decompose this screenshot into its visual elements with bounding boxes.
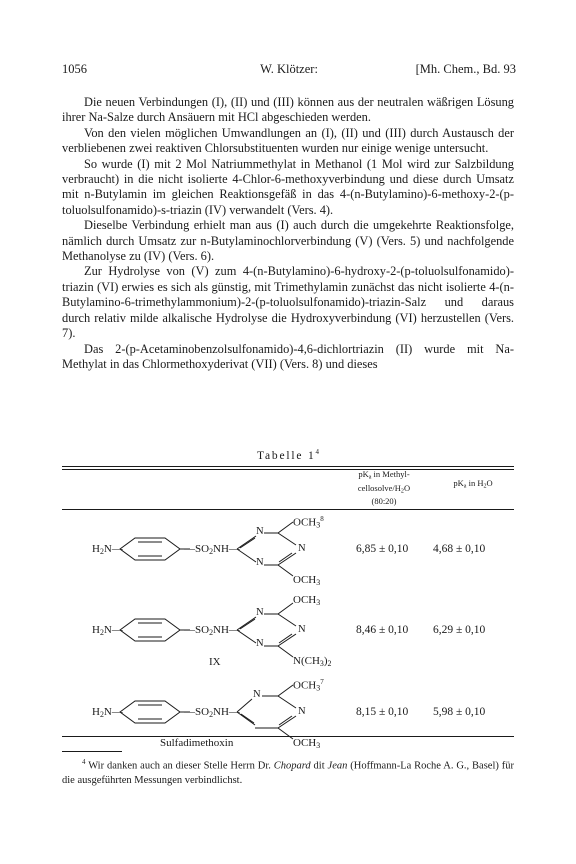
footnote-mark: 4	[82, 758, 86, 766]
ring-nitrogen-label: N	[298, 543, 306, 554]
pka-methylcellosolve-value: 8,46 ± 0,10	[356, 624, 409, 636]
benzene-ring	[120, 619, 180, 641]
triazine-bond	[278, 553, 296, 565]
sulfonamide-link-label: $—SO_2NH—$	[184, 706, 240, 719]
pyrimidine-bond	[241, 714, 254, 723]
ring-nitrogen-label: N	[256, 638, 264, 649]
triazine-bond	[278, 634, 296, 646]
dimethylamino-group-label: $N(CH_3)_2$	[293, 655, 332, 668]
column-header-pka-methylcellosolve: $pK_a$ in Methyl- cellosolve/$H_2O$ (80:20)	[357, 469, 411, 507]
ring-nitrogen-label: N	[256, 526, 264, 537]
amino-group-label: $H_2N—$	[92, 543, 123, 556]
paragraph: So wurde (I) mit 2 Mol Natriummethylat in Methanol (1 Mol wird zur Salzbildung verbraucht) in die nicht isolierte 4-Chlor-6-methoxyverbindung und diese durch Umsatz mit n-Butylamin im gleichen Reaktionsgefäß in das 4-(n-Butylamino)-6-methoxy-2-(p-toluolsulfonamido)-s-triazin (IV) verwandelt (Vers. 4).	[62, 156, 514, 217]
benzene-ring	[120, 538, 180, 560]
benzene-ring	[120, 701, 180, 723]
table-header-rule	[62, 509, 514, 510]
paragraph: Das 2-(p-Acetaminobenzolsulfonamido)-4,6-dichlortriazin (II) wurde mit Na-Methylat in das Chlormethoxyderivat (VII) (Vers. 8) und dieses	[62, 341, 514, 371]
pyrimidine-bond	[279, 716, 292, 725]
triazine-bond	[240, 619, 255, 629]
ring-nitrogen-label: N	[256, 557, 264, 568]
triazine-bond	[240, 538, 255, 548]
body-text	[62, 95, 514, 372]
ring-nitrogen-label: N	[298, 706, 306, 717]
paragraph: Zur Hydrolyse von (V) zum 4-(n-Butylamino)-6-hydroxy-2-(p-toluolsulfonamido)-triazin (VI) erwies es sich als günstig, mit Trimethylamin zunächst das nicht isolierte 4-(n-Butylamino-6-trimethylammonium)-2-(p-toluolsulfonamido)-triazin-Salz und daraus durch relativ milde alkalische Hydrolyse die Hydroxyverbindung (VI) herzustellen (Vers. 7).	[62, 264, 514, 341]
amino-group-label: $H_2N—$	[92, 624, 123, 637]
compound-label: Sulfadimethoxin	[160, 737, 234, 749]
ring-nitrogen-label: N	[253, 689, 261, 700]
methoxy-group-label: $OCH_3^7$	[293, 678, 324, 693]
pka-water-value: 6,29 ± 0,10	[433, 624, 486, 636]
pka-methylcellosolve-value: 8,15 ± 0,10	[356, 706, 409, 718]
substituent-bond	[278, 603, 293, 614]
paragraph: Dieselbe Verbindung erhielt man aus (I) auch durch die umgekehrte Reaktionsfolge, nämlich durch Umsatz zur n-Butylaminochlorverbindung (V) (Vers. 5) und nachfolgende Methanolyse zu (IV) (Vers. 6).	[62, 218, 514, 264]
triazine-bond	[278, 533, 296, 545]
footnote-rule	[62, 751, 122, 752]
table-caption: Tabelle $1^4$	[257, 448, 319, 462]
substituent-bond	[278, 522, 293, 533]
triazine-bond	[279, 553, 292, 562]
paragraph: Von den vielen möglichen Umwandlungen an (I), (II) und (III) durch Austausch der verbliebenen zwei reaktiven Chlorsubstituenten wurden nur einige wenige untersucht.	[62, 125, 514, 156]
methoxy-group-label: $OCH_3$	[293, 737, 321, 750]
substituent-bond	[278, 646, 293, 657]
sulfonamide-link-label: $—SO_2NH—$	[184, 543, 240, 556]
page-number: 1056	[62, 62, 87, 76]
triazine-bond	[279, 634, 292, 643]
pyrimidine-bond	[278, 696, 296, 708]
pka-methylcellosolve-value: 6,85 ± 0,10	[356, 543, 409, 555]
sulfonamide-link-label: $—SO_2NH—$	[184, 624, 240, 637]
footnote: $^4$ Wir danken auch an dieser Stelle Herrn Dr. Chopard dit Jean (Hoffmann-La Roche A. G., Basel) für die ausgeführten Messungen verbindlichst.	[62, 758, 514, 786]
pka-water-value: 5,98 ± 0,10	[433, 706, 486, 718]
table-top-rule-inner	[62, 469, 514, 470]
substituent-bond	[278, 728, 293, 739]
pka-water-value: 4,68 ± 0,10	[433, 543, 486, 555]
methoxy-group-label: $OCH_3^8$	[293, 515, 324, 530]
pyrimidine-bond	[278, 716, 296, 728]
methoxy-group-label: $OCH_3$	[293, 574, 321, 587]
table-bottom-rule	[62, 736, 514, 737]
substituent-bond	[278, 565, 293, 576]
column-header-pka-water: $pK_a$ in $H_2O$	[453, 478, 493, 490]
compound-label: IX	[209, 656, 221, 668]
amino-group-label: $H_2N—$	[92, 706, 123, 719]
paragraph: Die neuen Verbindungen (I), (II) und (III) können aus der neutralen wäßrigen Lösung ihrer Na-Salze durch Ansäuern mit HCl abgeschieden werden.	[62, 95, 514, 125]
ring-nitrogen-label: N	[298, 624, 306, 635]
running-header	[62, 62, 516, 80]
substituent-bond	[278, 685, 293, 696]
table-top-rule	[62, 466, 514, 467]
triazine-bond	[278, 614, 296, 626]
ring-nitrogen-label: N	[256, 607, 264, 618]
author-name: W. Klötzer:	[260, 62, 318, 76]
journal-reference: [Mh. Chem., Bd. 93	[415, 62, 516, 76]
methoxy-group-label: $OCH_3$	[293, 594, 321, 607]
